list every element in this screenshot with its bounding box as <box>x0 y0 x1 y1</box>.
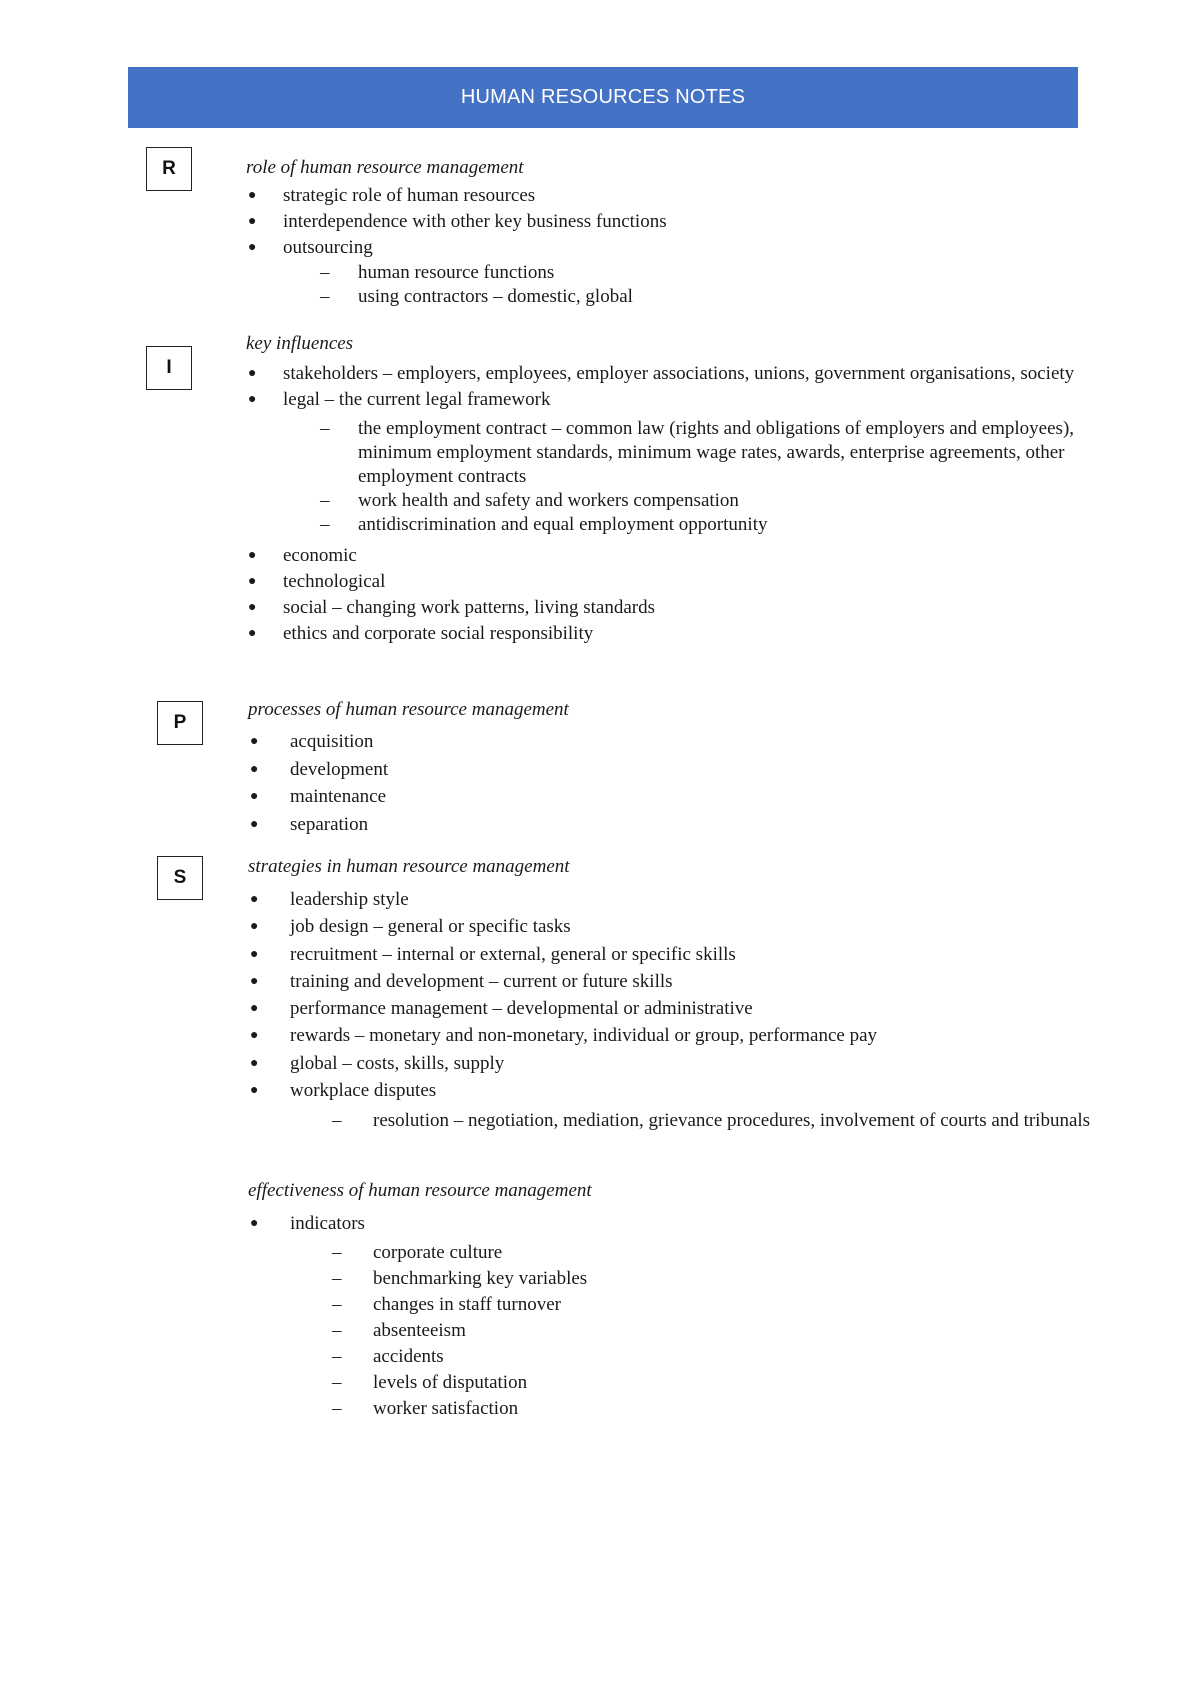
list-item <box>246 361 1086 387</box>
bullet-list <box>248 728 1088 838</box>
list-item-text: recruitment – internal or external, general or specific skills <box>290 943 736 965</box>
sub-list <box>290 1240 1088 1422</box>
list-item <box>248 1077 1098 1134</box>
list-item <box>248 886 1098 913</box>
list-item <box>246 595 1086 621</box>
bullet-icon: ● <box>248 366 257 381</box>
bullet-icon: ● <box>248 600 257 615</box>
sub-list-item-text: work health and safety and workers compensation <box>358 490 739 511</box>
sub-list-item <box>290 1292 1088 1318</box>
list-item <box>248 913 1098 940</box>
list-item <box>248 811 1088 839</box>
section-heading: role of human resource management <box>246 157 524 178</box>
bullet-icon: ● <box>250 1001 259 1017</box>
section-key-influences <box>246 331 1086 647</box>
list-item <box>246 569 1086 595</box>
sub-list-item-text: the employment contract – common law (rights and obligations of employers and employees), minimum employment standards, minimum wage rates, awards, enterprise agreements, other employment contracts <box>358 418 1075 487</box>
sub-list-item-text: levels of disputation <box>373 1372 528 1393</box>
bullet-icon: ● <box>248 188 257 203</box>
bullet-icon: ● <box>248 392 257 407</box>
tag-r: R <box>146 147 192 191</box>
list-item-text: stakeholders – employers, employees, employer associations, unions, government organisations, society <box>283 363 1075 384</box>
list-item <box>248 728 1088 756</box>
section-processes <box>248 697 1088 838</box>
list-item <box>246 543 1086 569</box>
dash-icon: – <box>332 1268 342 1289</box>
list-item-text: leadership style <box>290 889 409 910</box>
section-heading: key influences <box>246 333 354 354</box>
list-item-text: ethics and corporate social responsibility <box>283 623 594 644</box>
dash-icon: – <box>332 1242 342 1263</box>
list-item-text: job design – general or specific tasks <box>290 916 571 938</box>
dash-icon: – <box>332 1398 342 1419</box>
sub-list-item <box>290 1396 1088 1422</box>
sub-list-item <box>283 513 1086 537</box>
list-item <box>246 235 1086 309</box>
list-item-text: training and development – current or future skills <box>290 970 673 992</box>
bullet-icon: ● <box>248 214 257 229</box>
list-item <box>248 968 1098 995</box>
dash-icon: – <box>332 1320 342 1341</box>
bullet-icon: ● <box>250 946 259 962</box>
bullet-icon: ● <box>250 1083 259 1099</box>
sub-list-item <box>290 1266 1088 1292</box>
tag-p: P <box>157 701 203 745</box>
list-item-text: outsourcing <box>283 237 373 258</box>
section-heading: strategies in human resource management <box>248 856 570 877</box>
sub-list-item <box>283 261 1086 285</box>
list-item-text: separation <box>290 813 369 835</box>
list-item-text: social – changing work patterns, living standards <box>283 597 656 618</box>
bullet-list <box>248 886 1098 1134</box>
bullet-icon: ● <box>250 761 259 777</box>
sub-list-item-text: benchmarking key variables <box>373 1268 588 1289</box>
dash-icon: – <box>332 1110 342 1132</box>
sub-list-item <box>290 1344 1088 1370</box>
dash-icon: – <box>320 490 330 511</box>
list-item-text: strategic role of human resources <box>283 185 536 206</box>
bullet-icon: ● <box>250 973 259 989</box>
dash-icon: – <box>320 262 330 283</box>
list-item-text: global – costs, skills, supply <box>290 1052 505 1074</box>
list-item <box>246 183 1086 209</box>
sub-list-item <box>290 1318 1088 1344</box>
list-item <box>248 941 1098 968</box>
sub-list-item-text: worker satisfaction <box>373 1398 519 1419</box>
list-item <box>248 1050 1098 1077</box>
sub-list-item-text: antidiscrimination and equal employment opportunity <box>358 514 768 535</box>
section-strategies <box>248 854 1098 1134</box>
sub-list-item <box>290 1108 1098 1134</box>
list-item-text: acquisition <box>290 731 374 752</box>
dash-icon: – <box>332 1294 342 1315</box>
list-item-text: technological <box>283 571 386 592</box>
bullet-icon: ● <box>248 574 257 589</box>
sub-list-item <box>283 285 1086 309</box>
bullet-icon: ● <box>250 892 259 907</box>
dash-icon: – <box>320 514 330 535</box>
page-title-banner <box>128 67 1078 128</box>
section-effectiveness <box>248 1178 1088 1422</box>
bullet-list <box>246 183 1086 309</box>
page-title: HUMAN RESOURCES NOTES <box>460 86 746 108</box>
sub-list-item <box>283 489 1086 513</box>
list-item-text: workplace disputes <box>290 1080 437 1102</box>
sub-list-item <box>290 1240 1088 1266</box>
list-item-text: maintenance <box>290 786 387 807</box>
dash-icon: – <box>332 1346 342 1367</box>
sub-list-item-text: corporate culture <box>373 1242 503 1263</box>
tag-s: S <box>157 856 203 900</box>
dash-icon: – <box>320 286 330 307</box>
bullet-list <box>246 361 1086 647</box>
list-item <box>248 756 1088 784</box>
sub-list-item-text: absenteeism <box>373 1320 466 1341</box>
sub-list-item-text: resolution – negotiation, mediation, grievance procedures, involvement of courts and tribunals <box>373 1110 1091 1132</box>
bullet-icon: ● <box>250 816 259 832</box>
bullet-icon: ● <box>248 240 257 255</box>
list-item <box>246 621 1086 647</box>
dash-icon: – <box>320 418 330 439</box>
list-item <box>246 387 1086 537</box>
list-item-text: interdependence with other key business functions <box>283 211 667 232</box>
sub-list-item-text: accidents <box>373 1346 444 1367</box>
bullet-icon: ● <box>250 919 259 935</box>
bullet-icon: ● <box>250 1028 259 1044</box>
list-item-text: development <box>290 758 389 780</box>
sub-list-item-text: human resource functions <box>358 262 555 283</box>
bullet-icon: ● <box>248 548 257 563</box>
list-item-text: indicators <box>290 1213 365 1234</box>
section-role <box>246 155 1086 309</box>
sub-list-item <box>283 417 1086 489</box>
section-heading: effectiveness of human resource management <box>248 1180 592 1201</box>
bullet-icon: ● <box>250 789 259 804</box>
list-item <box>248 995 1098 1022</box>
bullet-icon: ● <box>250 1055 259 1071</box>
sub-list <box>283 261 1086 309</box>
list-item <box>248 1210 1088 1422</box>
list-item <box>246 209 1086 235</box>
bullet-icon: ● <box>250 1216 259 1231</box>
bullet-icon: ● <box>250 734 259 749</box>
list-item-text: performance management – developmental or administrative <box>290 998 753 1020</box>
sub-list-item <box>290 1370 1088 1396</box>
sub-list <box>283 417 1086 537</box>
dash-icon: – <box>332 1372 342 1393</box>
sub-list-item-text: changes in staff turnover <box>373 1294 562 1315</box>
list-item-text: rewards – monetary and non-monetary, individual or group, performance pay <box>290 1025 878 1047</box>
tag-i: I <box>146 346 192 390</box>
sub-list-item-text: using contractors – domestic, global <box>358 286 633 307</box>
bullet-list <box>248 1210 1088 1422</box>
list-item-text: economic <box>283 545 357 566</box>
sub-list <box>290 1108 1098 1134</box>
list-item-text: legal – the current legal framework <box>283 389 551 410</box>
list-item <box>248 783 1088 811</box>
list-item <box>248 1022 1098 1049</box>
bullet-icon: ● <box>248 626 257 641</box>
section-heading: processes of human resource management <box>248 699 569 720</box>
